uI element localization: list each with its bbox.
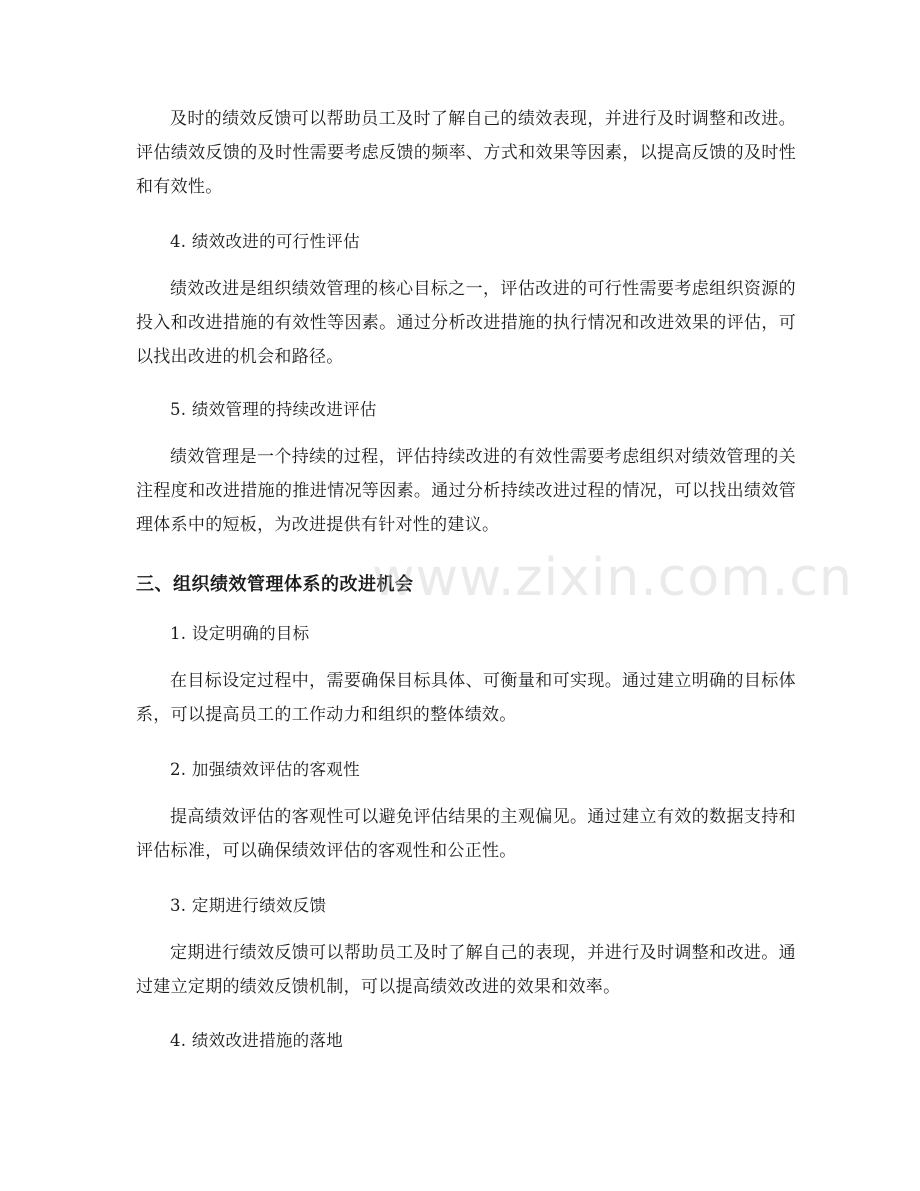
subheading-regular-feedback: 3. 定期进行绩效反馈 <box>170 896 327 915</box>
subheading-improvement-feasibility: 4. 绩效改进的可行性评估 <box>170 232 360 251</box>
paragraph-regular-feedback: 定期进行绩效反馈可以帮助员工及时了解自己的表现，并进行及时调整和改进。通过建立定期的绩效反馈机制，可以提高绩效改进的效果和效率。 <box>136 943 796 997</box>
subheading-clear-goals: 1. 设定明确的目标 <box>170 624 310 643</box>
watermark-text: www.zixin.com.cn <box>372 548 853 608</box>
subheading-objectivity: 2. 加强绩效评估的客观性 <box>170 760 360 779</box>
subheading-measures-implementation: 4. 绩效改进措施的落地 <box>170 1031 344 1050</box>
paragraph-timely-feedback: 及时的绩效反馈可以帮助员工及时了解自己的绩效表现，并进行及时调整和改进。评估绩效反馈的及时性需要考虑反馈的频率、方式和效果等因素，以提高反馈的及时性和有效性。 <box>136 109 796 197</box>
section-heading-improvement-opportunities: 三、组织绩效管理体系的改进机会 <box>136 574 414 595</box>
paragraph-clear-goals: 在目标设定过程中，需要确保目标具体、可衡量和可实现。通过建立明确的目标体系，可以提高员工的工作动力和组织的整体绩效。 <box>136 671 796 725</box>
paragraph-continuous-improvement: 绩效管理是一个持续的过程，评估持续改进的有效性需要考虑组织对绩效管理的关注程度和改进措施的推进情况等因素。通过分析持续改进过程的情况，可以找出绩效管理体系中的短板，为改进提供有针对性的建议。 <box>136 447 796 535</box>
subheading-continuous-improvement: 5. 绩效管理的持续改进评估 <box>170 400 377 419</box>
paragraph-objectivity: 提高绩效评估的客观性可以避免评估结果的主观偏见。通过建立有效的数据支持和评估标准，可以确保绩效评估的客观性和公正性。 <box>136 807 796 861</box>
paragraph-improvement-feasibility: 绩效改进是组织绩效管理的核心目标之一，评估改进的可行性需要考虑组织资源的投入和改进措施的有效性等因素。通过分析改进措施的执行情况和改进效果的评估，可以找出改进的机会和路径。 <box>136 279 796 367</box>
